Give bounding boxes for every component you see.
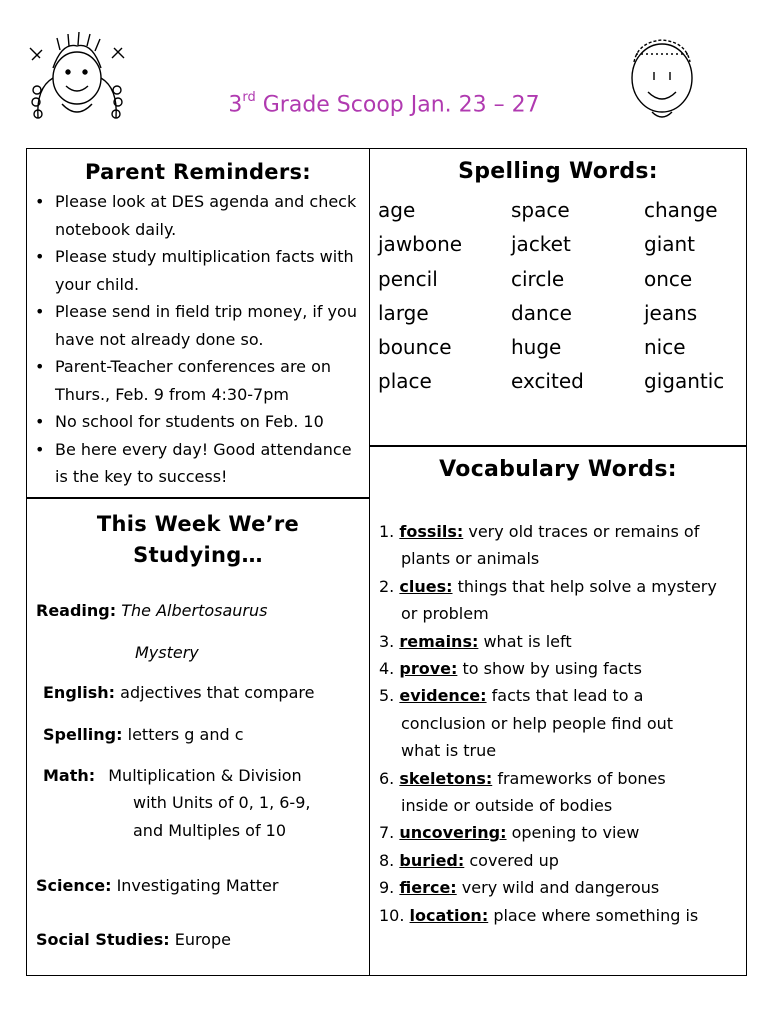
- science-subject: [36, 876, 278, 895]
- vocab-definition: covered up: [469, 850, 559, 870]
- spelling-word: large: [378, 300, 429, 325]
- vocab-term: prove:: [399, 659, 458, 679]
- spelling-word: jeans: [644, 300, 698, 325]
- vocab-definition: very old traces or remains of: [468, 522, 700, 541]
- vocab-definition: opening to view: [511, 823, 640, 843]
- vocab-number: 4.: [379, 659, 395, 679]
- vocab-number: 6.: [379, 768, 395, 788]
- vocab-definition: to show by using facts: [462, 659, 642, 679]
- subject-value: The Albertosaurus: [121, 601, 268, 620]
- studying-title-line: Studying…: [133, 543, 263, 567]
- spelling-word: gigantic: [644, 369, 725, 394]
- subject-label: Reading:: [36, 601, 117, 620]
- spelling-column: [511, 193, 584, 399]
- subject-value: adjectives that compare: [120, 683, 315, 702]
- reading-subject-cont: [135, 643, 199, 662]
- vocab-term: skeletons:: [399, 768, 493, 788]
- spelling-word: huge: [511, 335, 562, 360]
- vocab-item: [379, 573, 747, 628]
- vocab-definition: what is left: [483, 631, 572, 651]
- vocab-item: [379, 874, 747, 901]
- studying-title: [27, 509, 369, 571]
- spelling-word: nice: [644, 335, 686, 360]
- spelling-words-box: [369, 148, 747, 446]
- vocab-definition: very wild and dangerous: [461, 878, 660, 898]
- subject-value: Europe: [174, 930, 231, 949]
- vocab-definition-cont: plants or animals: [401, 549, 540, 569]
- vocab-definition: frameworks of bones: [497, 768, 666, 788]
- vocab-item: [379, 655, 747, 682]
- vocab-term: fossils:: [399, 522, 464, 541]
- vocab-number: 8.: [379, 850, 395, 870]
- subject-label: Math:: [43, 766, 96, 785]
- vocab-item: [379, 765, 747, 820]
- spelling-word: bounce: [378, 335, 452, 360]
- vocab-definition: place where something is: [493, 905, 699, 925]
- spelling-word: circle: [511, 266, 565, 291]
- vocab-item: [379, 902, 747, 929]
- math-subject-cont: [133, 821, 286, 840]
- subject-value: and Multiples of 10: [133, 821, 287, 840]
- vocab-item: [379, 819, 747, 846]
- reading-subject: [36, 601, 267, 620]
- subject-value: Mystery: [135, 643, 199, 662]
- vocab-term: clues:: [399, 576, 453, 596]
- vocab-term: evidence:: [399, 686, 487, 706]
- vocab-number: 2.: [379, 576, 395, 596]
- vocab-definition-cont: inside or outside of bodies: [401, 796, 613, 816]
- math-subject-cont: [133, 793, 310, 812]
- subject-label: Science:: [36, 876, 112, 895]
- reminder-item: • Parent-Teacher conferences are on Thurs., Feb. 9 from 4:30-7pm: [55, 353, 369, 408]
- reminder-item: • No school for students on Feb. 10: [55, 408, 369, 436]
- vocab-term: remains:: [399, 631, 479, 651]
- vocab-number: 5.: [379, 686, 395, 706]
- vocab-number: 3.: [379, 631, 395, 651]
- reminder-item: • Be here every day! Good attendance is the key to success!: [55, 436, 369, 491]
- vocab-term: fierce:: [399, 878, 457, 898]
- spelling-column: [378, 193, 462, 399]
- vocab-definition-cont: conclusion or help people find out: [401, 713, 674, 733]
- vocabulary-title: Vocabulary Words:: [439, 457, 677, 482]
- english-subject: [43, 683, 314, 702]
- spelling-word: giant: [644, 232, 696, 257]
- spelling-word: age: [378, 198, 416, 222]
- vocab-number: 7.: [379, 823, 395, 843]
- spelling-word: pencil: [378, 266, 438, 291]
- spelling-words-title: Spelling Words:: [458, 159, 658, 184]
- subject-value: Multiplication & Division: [108, 766, 302, 785]
- subject-value: with Units of 0, 1, 6-9,: [133, 793, 311, 812]
- spelling-word: jacket: [511, 232, 571, 257]
- newsletter-title: 3rd Grade Scoop Jan. 23 – 27: [228, 90, 540, 118]
- spelling-word: once: [644, 266, 693, 291]
- vocabulary-list: [379, 518, 747, 929]
- vocab-definition: things that help solve a mystery: [457, 576, 717, 596]
- spelling-column: [644, 193, 724, 399]
- parent-reminders-list: [27, 188, 369, 491]
- spelling-word: space: [511, 198, 570, 222]
- subject-value: letters g and c: [127, 725, 244, 744]
- subject-label: English:: [43, 683, 116, 702]
- vocab-term: location:: [409, 905, 489, 925]
- studying-box: [26, 498, 370, 976]
- math-subject: [43, 766, 302, 785]
- vocab-number: 10.: [379, 905, 405, 925]
- reminder-item: • Please study multiplication facts with your child.: [55, 243, 369, 298]
- vocab-item: [379, 518, 747, 573]
- subject-value: Investigating Matter: [116, 876, 279, 895]
- vocab-number: 1.: [379, 522, 395, 541]
- studying-title-line: This Week We’re: [96, 512, 300, 536]
- vocab-number: 9.: [379, 878, 395, 898]
- vocab-definition-cont: what is true: [401, 741, 497, 761]
- vocab-item: [379, 682, 747, 764]
- spelling-subject: [43, 725, 244, 744]
- vocabulary-box: [369, 446, 747, 976]
- spelling-word: dance: [511, 300, 572, 325]
- spelling-word: change: [644, 198, 718, 222]
- vocab-term: buried:: [399, 850, 465, 870]
- reminder-item: • Please send in field trip money, if you have not already done so.: [55, 298, 369, 353]
- vocab-item: [379, 847, 747, 874]
- spelling-word: excited: [511, 369, 584, 394]
- social-studies-subject: [36, 930, 231, 949]
- reminder-item: • Please look at DES agenda and check notebook daily.: [55, 188, 369, 243]
- subject-label: Spelling:: [43, 725, 123, 744]
- vocab-definition-cont: or problem: [401, 604, 489, 624]
- vocab-term: uncovering:: [399, 823, 507, 843]
- parent-reminders-box: [26, 148, 370, 498]
- parent-reminders-title: Parent Reminders:: [85, 160, 311, 184]
- vocab-definition: facts that lead to a: [491, 686, 644, 706]
- vocab-item: [379, 628, 747, 655]
- subject-label: Social Studies:: [36, 930, 170, 949]
- spelling-word: jawbone: [378, 232, 463, 257]
- spelling-word: place: [378, 369, 432, 394]
